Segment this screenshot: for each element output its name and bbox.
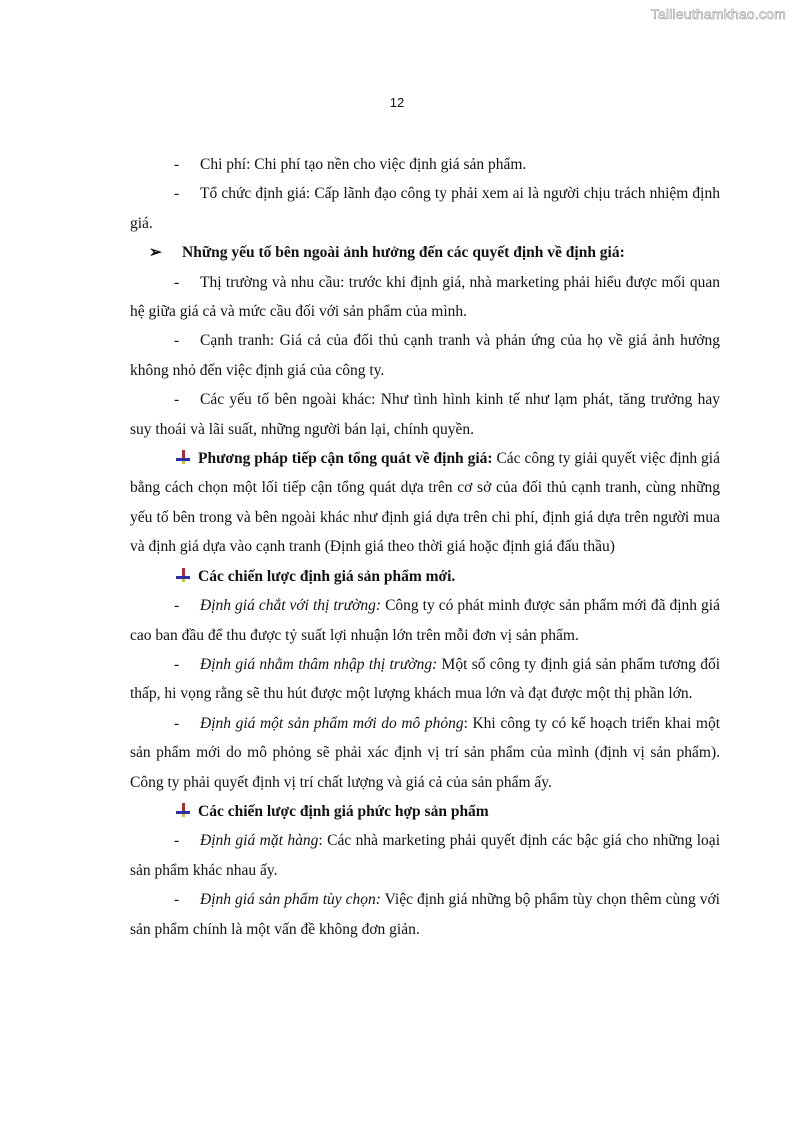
term-text: Định giá một sản phẩm mới do mô phỏng — [200, 714, 464, 732]
arrow-bullet-icon: ➢ — [149, 244, 162, 262]
heading-product-mix-strategies — [130, 797, 720, 826]
paragraph-text: Thị trường và nhu cầu: trước khi định giá, nhà marketing phải hiểu được mối quan hệ giữa giá cả và mức cầu đối với sản phẩm của mình. — [130, 273, 720, 321]
paragraph-text: Cạnh tranh: Giá cả của đối thủ cạnh tranh và phản ứng của họ về giá ảnh hưởng không nhỏ đến việc định giá của công ty. — [130, 332, 720, 379]
heading-text: Các chiến lược định giá sản phẩm mới. — [198, 567, 456, 585]
heading-new-product-strategies — [130, 562, 720, 591]
paragraph-text: Tổ chức định giá: Cấp lãnh đạo công ty phải xem ai là người chịu trách nhiệm định giá. — [130, 185, 720, 232]
paragraph-pricing-organization — [130, 179, 720, 238]
paragraph-optional-product-pricing — [130, 885, 720, 944]
term-text: Định giá chắt với thị trường: — [200, 597, 382, 615]
dash-bullet: - — [174, 185, 180, 203]
paragraph-text: Việc định giá những bộ phẩm tùy chọn thêm cùng với sản phẩm chính là một vấn đề không đơn giản. — [130, 891, 720, 938]
dash-bullet: - — [174, 156, 180, 173]
dash-bullet: - — [174, 714, 180, 732]
page-number: 12 — [389, 95, 405, 110]
paragraph-product-line-pricing — [130, 826, 720, 885]
paragraph-text: Các yếu tố bên ngoài khác: Như tình hình kinh tế như lạm phát, tăng trưởng hay suy thoái và lãi suất, những người bán lại, chính quyền. — [130, 391, 720, 438]
dash-bullet: - — [174, 832, 180, 850]
paragraph-text: : Khi công ty có kế hoạch triển khai một sản phẩm mới do mô phỏng sẽ phải xác định vị trí sản phẩm của mình (định vị sản phẩm). Công ty phải quyết định vị trí chất lượng và giá cả của sản phẩm ấy. — [130, 714, 721, 791]
paragraph-text: Các công ty giải quyết việc định giá bằng cách chọn một lối tiếp cận tổng quát dựa trên cơ sở của đối thủ cạnh tranh, cùng những yếu tố bên trong và bên ngoài khác như định giá dựa trên chi phí, định giá dựa trên người mua và định giá dựa vào cạnh tranh (Định giá theo thời giá hoặc định giá đấu thầu) — [130, 450, 720, 556]
dash-bullet: - — [174, 391, 180, 409]
paragraph-text: : Các nhà marketing phải quyết định các bậc giá cho những loại sản phẩm khác nhau ấy. — [130, 832, 720, 879]
heading-text: Những yếu tố bên ngoài ảnh hưởng đến các quyết định về định giá: — [182, 244, 625, 262]
heading-text: Các chiến lược định giá phức hợp sản phẩm — [198, 802, 489, 820]
dash-bullet: - — [174, 597, 180, 615]
term-text: Định giá mặt hàng — [200, 832, 319, 850]
paragraph-imitation-pricing — [130, 709, 720, 797]
watermark: Tailieuthamkhao.com — [650, 6, 786, 22]
paragraph-text: Chi phí: Chi phí tạo nền cho việc định giá sản phẩm. — [200, 156, 527, 173]
plus-bullet-icon — [176, 568, 190, 582]
plus-bullet-icon — [176, 450, 190, 464]
dash-bullet: - — [174, 273, 180, 291]
paragraph-competition — [130, 326, 720, 385]
dash-bullet: - — [174, 332, 180, 350]
plus-bullet-icon — [176, 803, 190, 817]
paragraph-market-demand — [130, 268, 720, 327]
paragraph-general-approach — [130, 444, 720, 562]
document-body — [130, 150, 720, 944]
term-text: Định giá nhằm thâm nhập thị trường: — [200, 655, 438, 673]
paragraph-cost — [130, 150, 720, 179]
term-text: Định giá sản phẩm tùy chọn: — [200, 891, 381, 909]
dash-bullet: - — [174, 655, 180, 673]
paragraph-skimming-pricing — [130, 591, 720, 650]
paragraph-text: Một số công ty định giá sản phẩm tương đối thấp, hi vọng rằng sẽ thu hút được một lượng khách mua lớn và đạt được một thị phần lớn. — [130, 655, 720, 703]
heading-text: Phương pháp tiếp cận tổng quát về định giá: — [198, 450, 493, 468]
paragraph-penetration-pricing — [130, 650, 720, 709]
dash-bullet: - — [174, 891, 180, 909]
heading-external-factors — [130, 238, 720, 267]
paragraph-text: Công ty có phát minh được sản phẩm mới đã định giá cao ban đầu để thu được tỷ suất lợi nhuận lớn trên mỗi đơn vị sản phẩm. — [130, 597, 720, 644]
paragraph-other-external-factors — [130, 385, 720, 444]
